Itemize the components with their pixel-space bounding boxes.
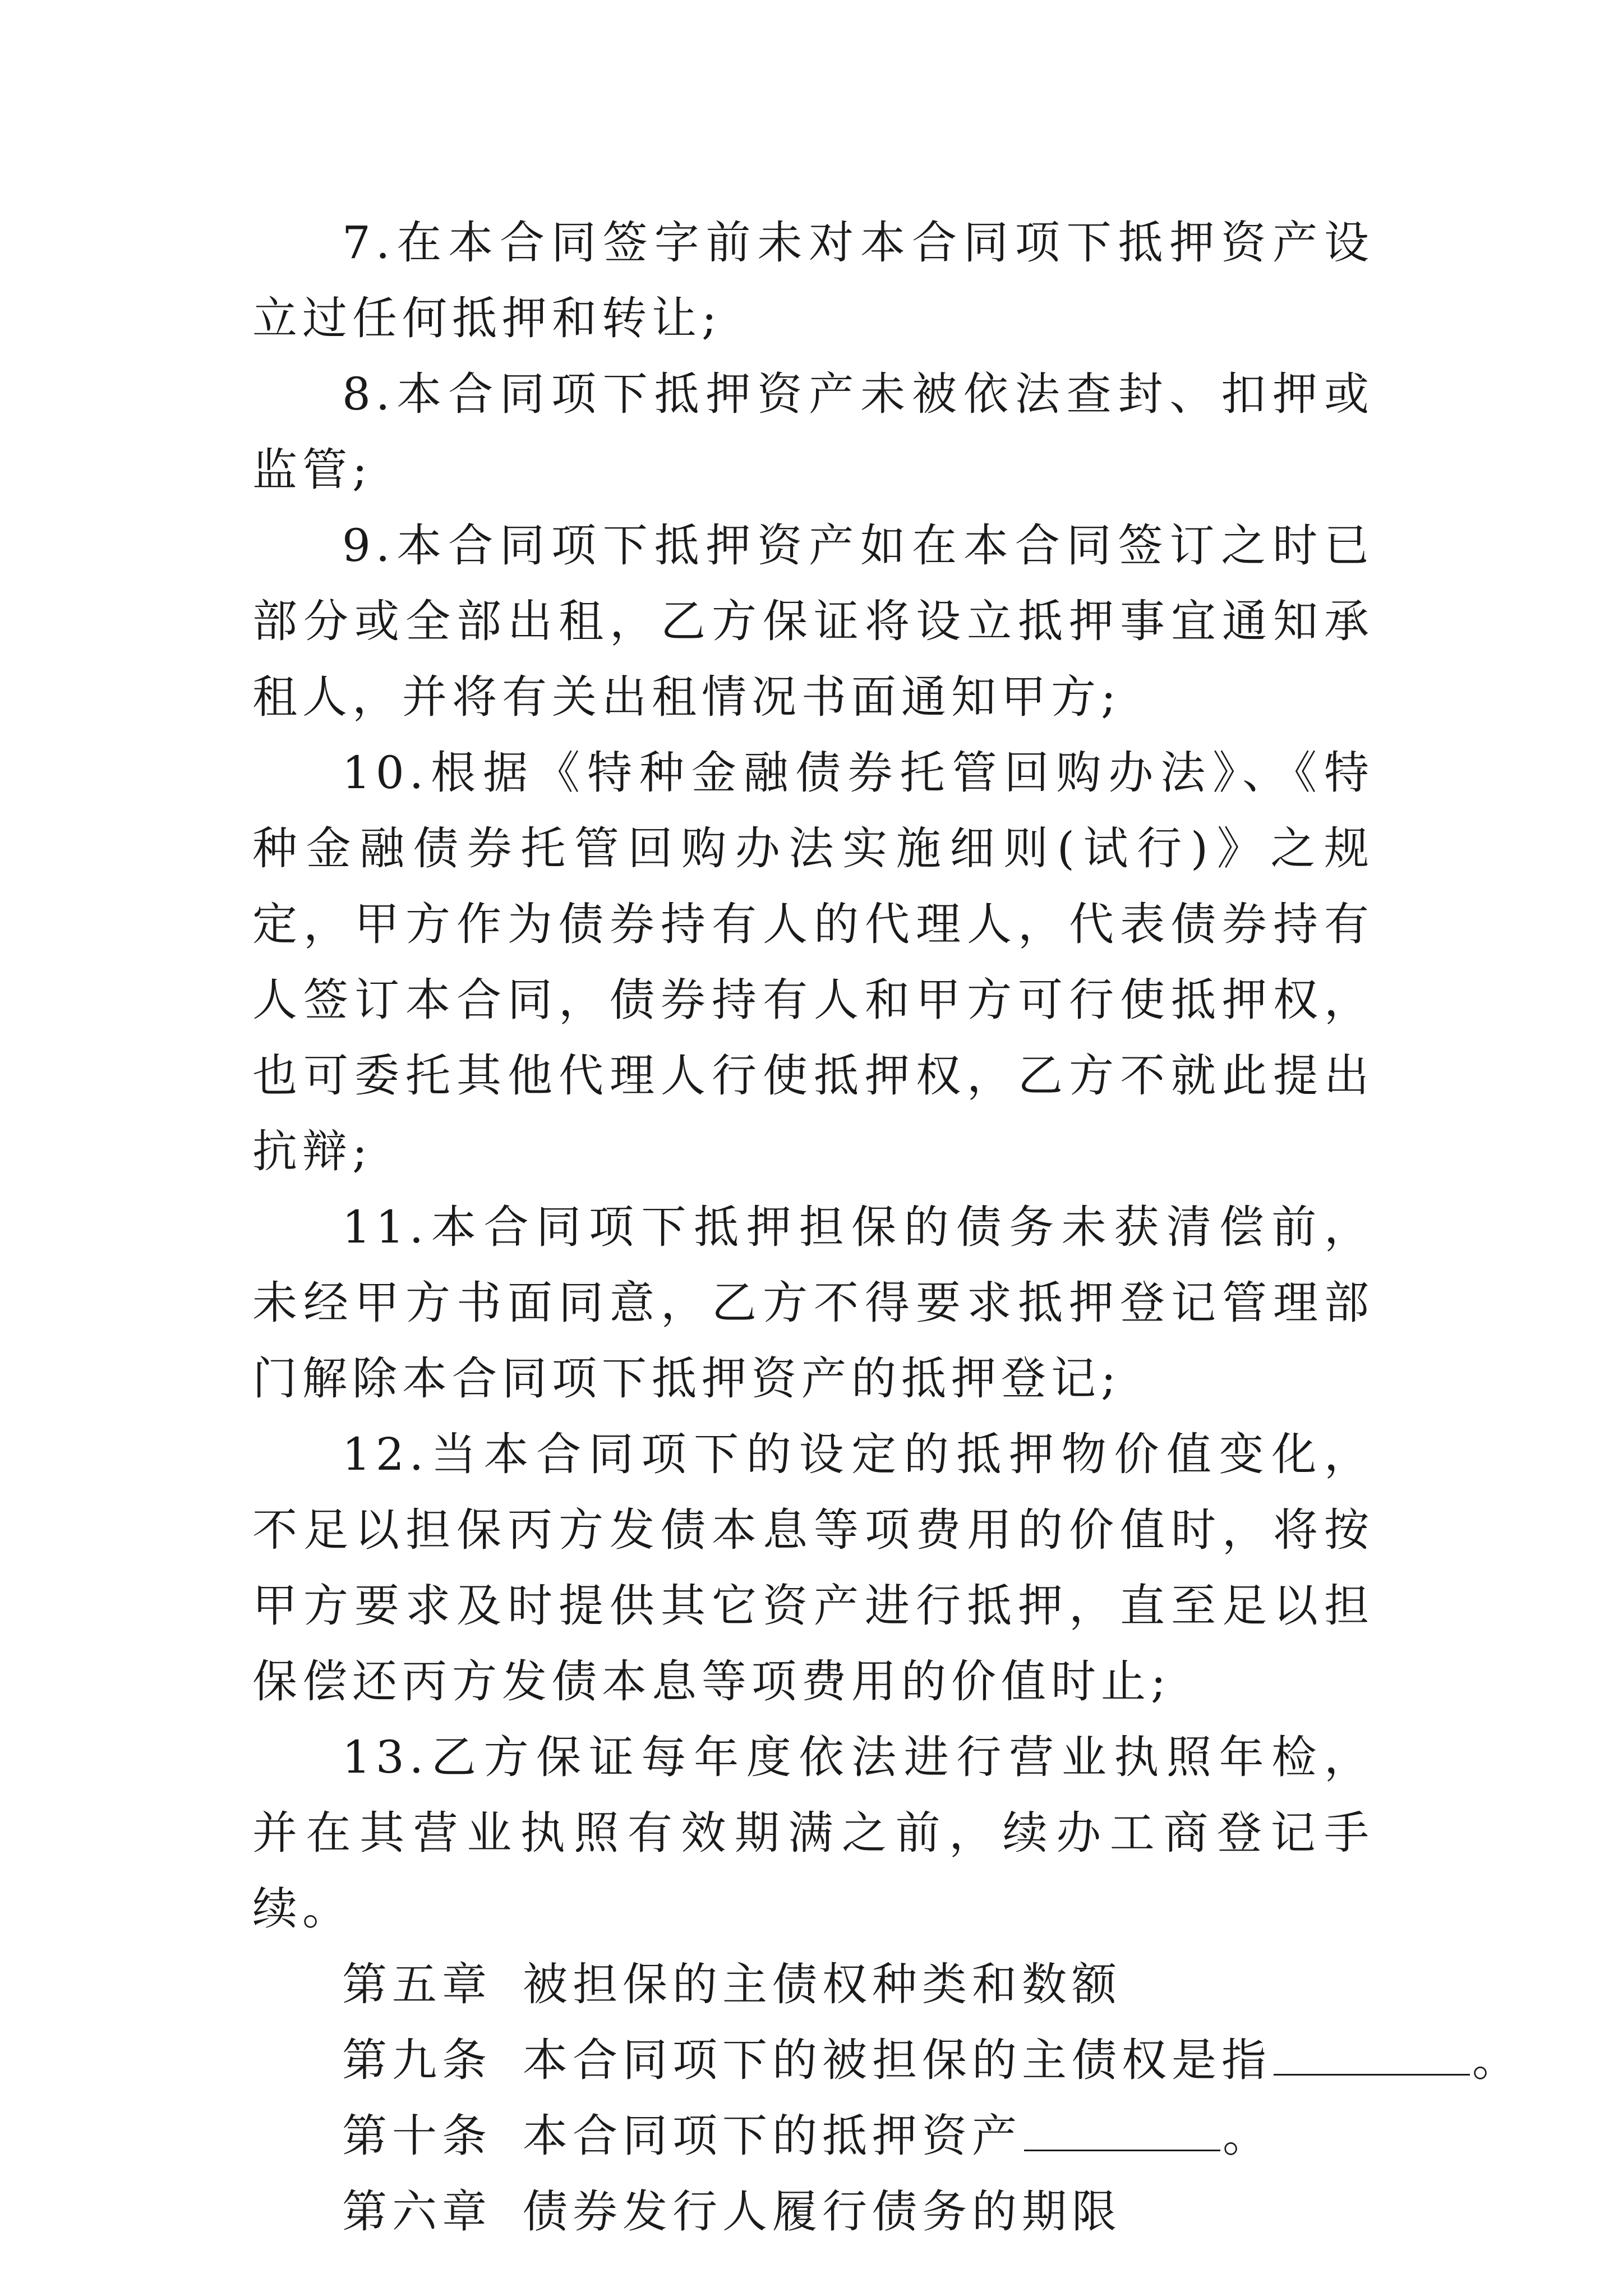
article-end-mark: 。 xyxy=(1223,2110,1272,2162)
chapter-number: 第六章 xyxy=(342,2185,492,2238)
clause-item-9: 9.本合同项下抵押资产如在本合同签订之时已部分或全部出租，乙方保证将设立抵押事宜通知承租人，并将有关出租情况书面通知甲方; xyxy=(252,519,1374,723)
article-text: 本合同项下的被担保的主债权是指 xyxy=(523,2034,1271,2086)
clause-item-10: 10.根据《特种金融债券托管回购办法》、《特种金融债券托管回购办法实施细则(试行)》之规定，甲方作为债券持有人的代理人，代表债券持有人签订本合同，债券持有人和甲方可行使抵押权，也可委托其他代理人行使抵押权，乙方不就此提出抗辩; xyxy=(252,747,1374,1177)
article-10 xyxy=(252,2098,1374,2174)
fill-in-blank xyxy=(1024,2116,1220,2151)
fill-in-blank xyxy=(1274,2040,1470,2076)
article-number: 第九条 xyxy=(342,2034,492,2086)
chapter-number: 第五章 xyxy=(342,1958,492,2010)
clause-item-11: 11.本合同项下抵押担保的债务未获清偿前，未经甲方书面同意，乙方不得要求抵押登记管理部门解除本合同项下抵押资产的抵押登记; xyxy=(252,1201,1374,1405)
chapter-title: 债券发行人履行债务的期限 xyxy=(523,2185,1122,2238)
chapter-heading-5 xyxy=(252,1947,1374,2022)
document-body xyxy=(252,205,1522,2249)
clause-item-13: 13.乙方保证每年度依法进行营业执照年检，并在其营业执照有效期满之前，续办工商登记手续。 xyxy=(252,1731,1374,1935)
clause-item-12: 12.当本合同项下的设定的抵押物价值变化，不足以担保丙方发债本息等项费用的价值时，将按甲方要求及时提供其它资产进行抵押，直至足以担保偿还丙方发债本息等项费用的价值时止; xyxy=(252,1428,1374,1708)
clause-item-7: 7.在本合同签字前未对本合同项下抵押资产设立过任何抵押和转让; xyxy=(252,217,1374,344)
article-number: 第十条 xyxy=(342,2110,492,2162)
article-end-mark: 。 xyxy=(1472,2034,1522,2086)
article-text: 本合同项下的抵押资产 xyxy=(523,2110,1022,2162)
clause-item-8: 8.本合同项下抵押资产未被依法查封、扣押或监管; xyxy=(252,368,1374,496)
chapter-heading-6 xyxy=(252,2174,1374,2249)
article-9 xyxy=(252,2022,1522,2098)
chapter-title: 被担保的主债权种类和数额 xyxy=(523,1958,1122,2010)
